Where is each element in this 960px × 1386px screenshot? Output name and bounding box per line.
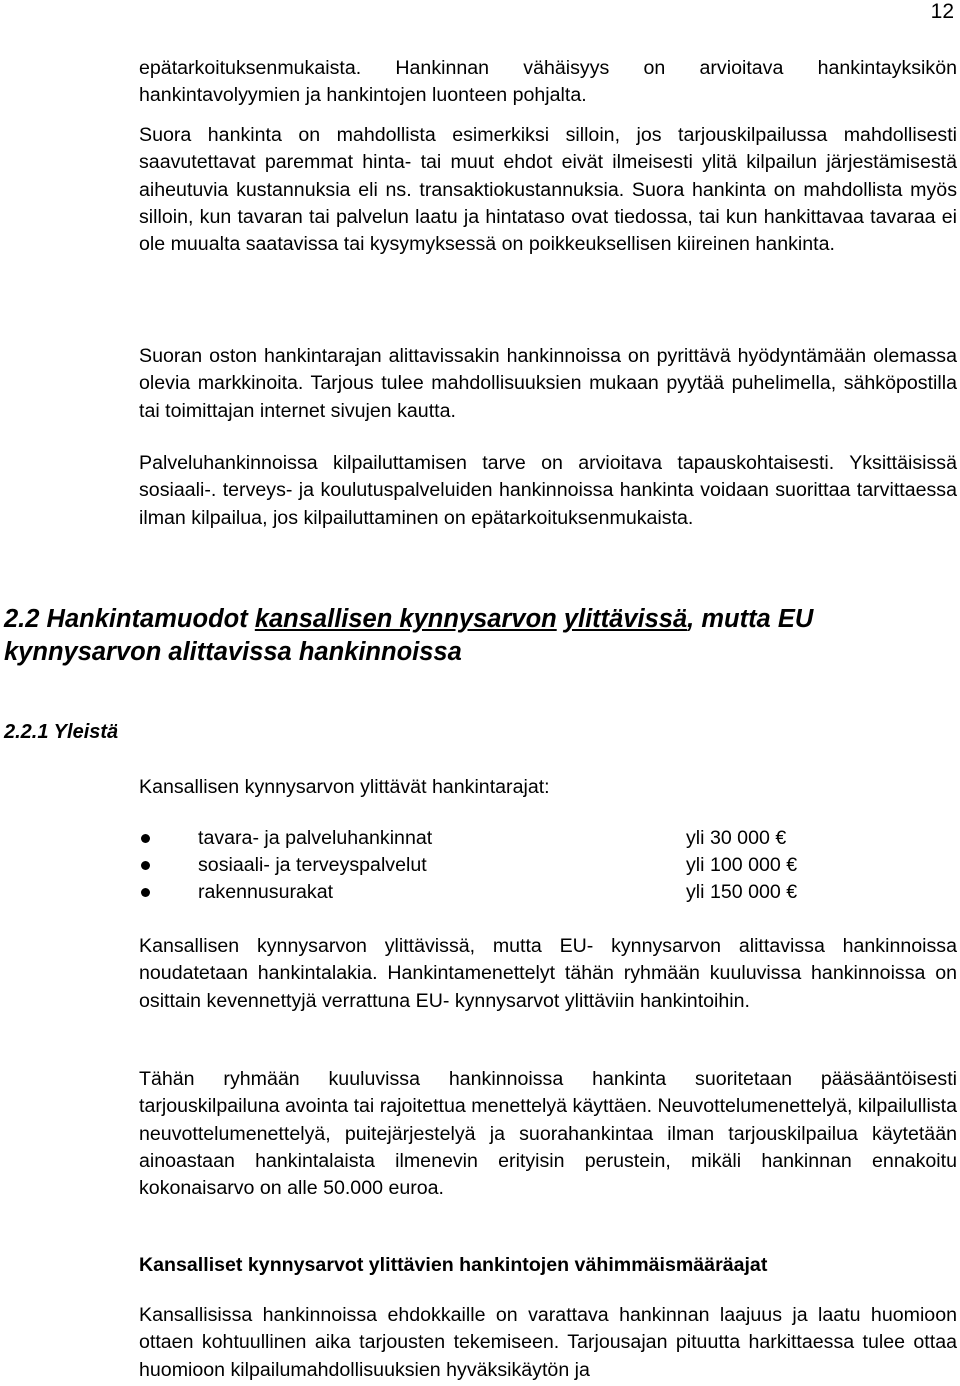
bullet-icon <box>141 888 150 897</box>
procurement-law-paragraph: Kansallisen kynnysarvon ylittävissä, mutta EU- kynnysarvon alittavissa hankinnoissa noudatetaan hankintalakia. Hankintamenettelyt tähän ryhmään kuuluvissa hankinnoissa on osittain kevennettyjä verrattuna EU- kynnysarvot ylittäviin hankintoihin. <box>139 935 957 1012</box>
thresholds-intro: Kansallisen kynnysarvon ylittävät hankintarajat: <box>139 776 550 798</box>
thresholds-list <box>139 825 839 906</box>
deadlines-paragraph: Kansallisissa hankinnoissa ehdokkaille on varattava hankinnan laajuus ja laatu huomioon ottaen kohtuullinen aika tarjousten tekemiseen. Tarjousajan pituutta harkittaessa tulee ottaa huomioon kilpailumahdollisuuksien hyväksikäytön ja <box>139 1304 957 1381</box>
threshold-label: tavara- ja palveluhankinnat <box>198 827 433 849</box>
list-item <box>139 825 839 852</box>
procedures-paragraph: Tähän ryhmään kuuluvissa hankinnoissa hankinta suoritetaan pääsääntöisesti tarjouskilpailuna avointa tai rajoitettua menettelyä käyttäen. Neuvottelumenettelyä, kilpailullista neuvottelumenettelyä, puitejärjestelyä ja suorahankintaa ilman tarjouskilpailua käytetään ainoastaan hankintalaista ilmenevin erityisin perustein, mikäli hankinnan ennakoitu kokonaisarvo on alle 50.000 euroa. <box>139 1068 957 1200</box>
section-heading-rest: , mutta EU kynnysarvon alittavissa hankinnoissa <box>4 605 814 666</box>
threshold-label: sosiaali- ja terveyspalvelut <box>198 854 427 876</box>
threshold-amount: yli 30 000 € <box>686 827 787 849</box>
markets-paragraph: Suoran oston hankintarajan alittavissakin hankinnoissa on pyrittävä hyödyntämään olemassa olevia markkinoita. Tarjous tulee mahdollisuuksien mukaan pyytää puhelimella, sähköpostilla tai toimittajan internet sivujen kautta. <box>139 345 957 422</box>
list-item <box>139 879 839 906</box>
section-number: 2.2 <box>4 605 40 633</box>
threshold-amount: yli 150 000 € <box>686 881 798 903</box>
deadlines-heading: Kansalliset kynnysarvot ylittävien hankintojen vähimmäismääräajat <box>139 1254 768 1276</box>
section-heading-underlined-2: ylittävissä <box>563 605 688 633</box>
page-number: 12 <box>930 0 954 23</box>
subsection-heading: 2.2.1 Yleistä <box>4 721 119 743</box>
section-heading-underlined-1: kansallisen kynnysarvon <box>254 605 557 633</box>
list-item <box>139 852 839 879</box>
threshold-label: rakennusurakat <box>198 881 334 903</box>
direct-procurement-paragraph: Suora hankinta on mahdollista esimerkiksi silloin, jos tarjouskilpailussa mahdollisesti saavutettavat paremmat hinta- tai muut ehdot eivät ilmeisesti ylitä kilpailun järjestämisestä aiheutuvia kustannuksia eli ns. transaktiokustannuksia. Suora hankinta on mahdollista myös silloin, kun tavaran tai palvelun laatu ja hintataso ovat tiedossa, tai kun hankittavaa tavaraa ei ole muualta saatavissa tai kysymyksessä on poikkeuksellisen kiireinen hankinta. <box>139 124 957 256</box>
section-heading-word: Hankintamuodot <box>46 605 248 633</box>
intro-paragraph: epätarkoituksenmukaista. Hankinnan vähäisyys on arvioitava hankintayksikön hankintavolyymien ja hankintojen luonteen pohjalta. <box>139 57 957 107</box>
section-heading <box>4 603 944 669</box>
threshold-amount: yli 100 000 € <box>686 854 798 876</box>
services-paragraph: Palveluhankinnoissa kilpailuttamisen tarve on arvioitava tapauskohtaisesti. Yksittäisissä sosiaali-. terveys- ja koulutuspalveluiden hankinnoissa hankinta voidaan suorittaa tarvittaessa ilman kilpailua, jos kilpailuttaminen on epätarkoituksenmukaista. <box>139 452 957 529</box>
bullet-icon <box>141 861 150 870</box>
bullet-icon <box>141 834 150 843</box>
